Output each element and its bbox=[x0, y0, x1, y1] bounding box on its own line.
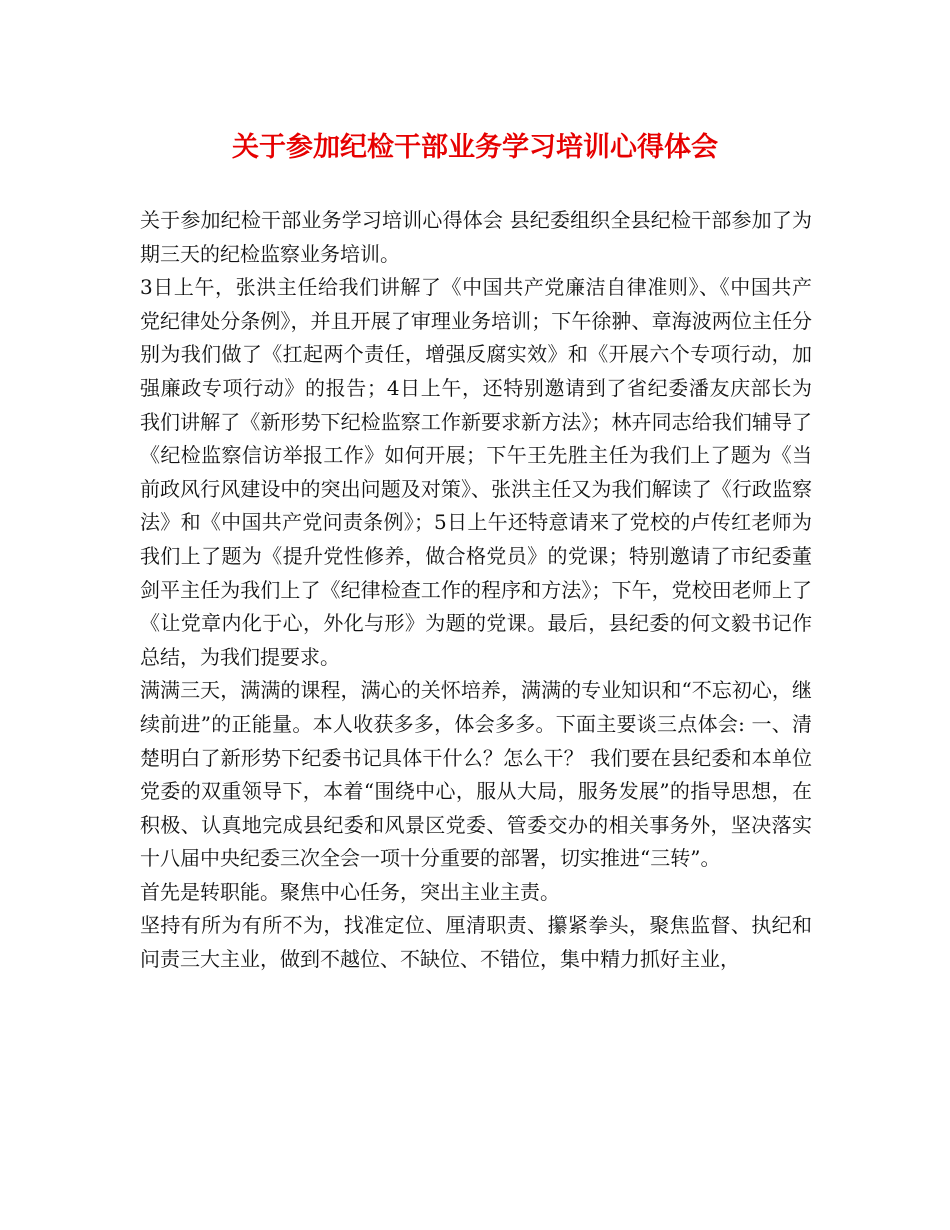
paragraph-schedule: 3日上午，张洪主任给我们讲解了《中国共产党廉洁自律准则》、《中国共产党纪律处分条例》，并且开展了审理业务培训；下午徐翀、章海波两位主任分别为我们做了《扛起两个责任，增强反腐实效》和《开展六个专项行动，加强廉政专项行动》的报告；4日上午，还特别邀请到了省纪委潘友庆部长为我们讲解了《新形势下纪检监察工作新要求新方法》；林卉同志给我们辅导了《纪检监察信访举报工作》如何开展；下午王先胜主任为我们上了题为《当前政风行风建设中的突出问题及对策》、张洪主任又为我们解读了《行政监察法》和《中国共产党问责条例》；5日上午还特意请来了党校的卢传红老师为我们上了题为《提升党性修养，做合格党员》的党课；特别邀请了市纪委董剑平主任为我们上了《纪律检查工作的程序和方法》；下午，党校田老师上了《让党章内化于心，外化与形》为题的党课。最后，县纪委的何文毅书记作总结，为我们提要求。 bbox=[140, 275, 812, 669]
paragraph-transform-function: 首先是转职能。聚焦中心任务，突出主业主责。 bbox=[140, 879, 560, 904]
paragraph-intro: 关于参加纪检干部业务学习培训心得体会 县纪委组织全县纪检干部参加了为期三天的纪检监察业务培训。 bbox=[140, 208, 812, 266]
document-title: 关于参加纪检干部业务学习培训心得体会 bbox=[232, 132, 718, 163]
document-body bbox=[140, 204, 812, 977]
paragraph-reflection: 满满三天，满满的课程，满心的关怀培养，满满的专业知识和“不忘初心，继续前进”的正能量。本人收获多多，体会多多。下面主要谈三点体会: 一、清楚明白了新形势下纪委书记具体干什么？怎么干？ 我们要在县纪委和本单位党委的双重领导下，本着“围绕中心，服从大局，服务发展”的指导思想，在积极、认真地完成县纪委和风景区党委、管委交办的相关事务外，坚决落实十八届中央纪委三次全会一项十分重要的部署，切实推进“三转”。 bbox=[140, 678, 812, 871]
paragraph-focus-duty: 坚持有所为有所不为，找准定位、厘清职责、攥紧拳头，聚焦监督、执纪和问责三大主业，做到不越位、不缺位、不错位，集中精力抓好主业， bbox=[140, 913, 812, 972]
